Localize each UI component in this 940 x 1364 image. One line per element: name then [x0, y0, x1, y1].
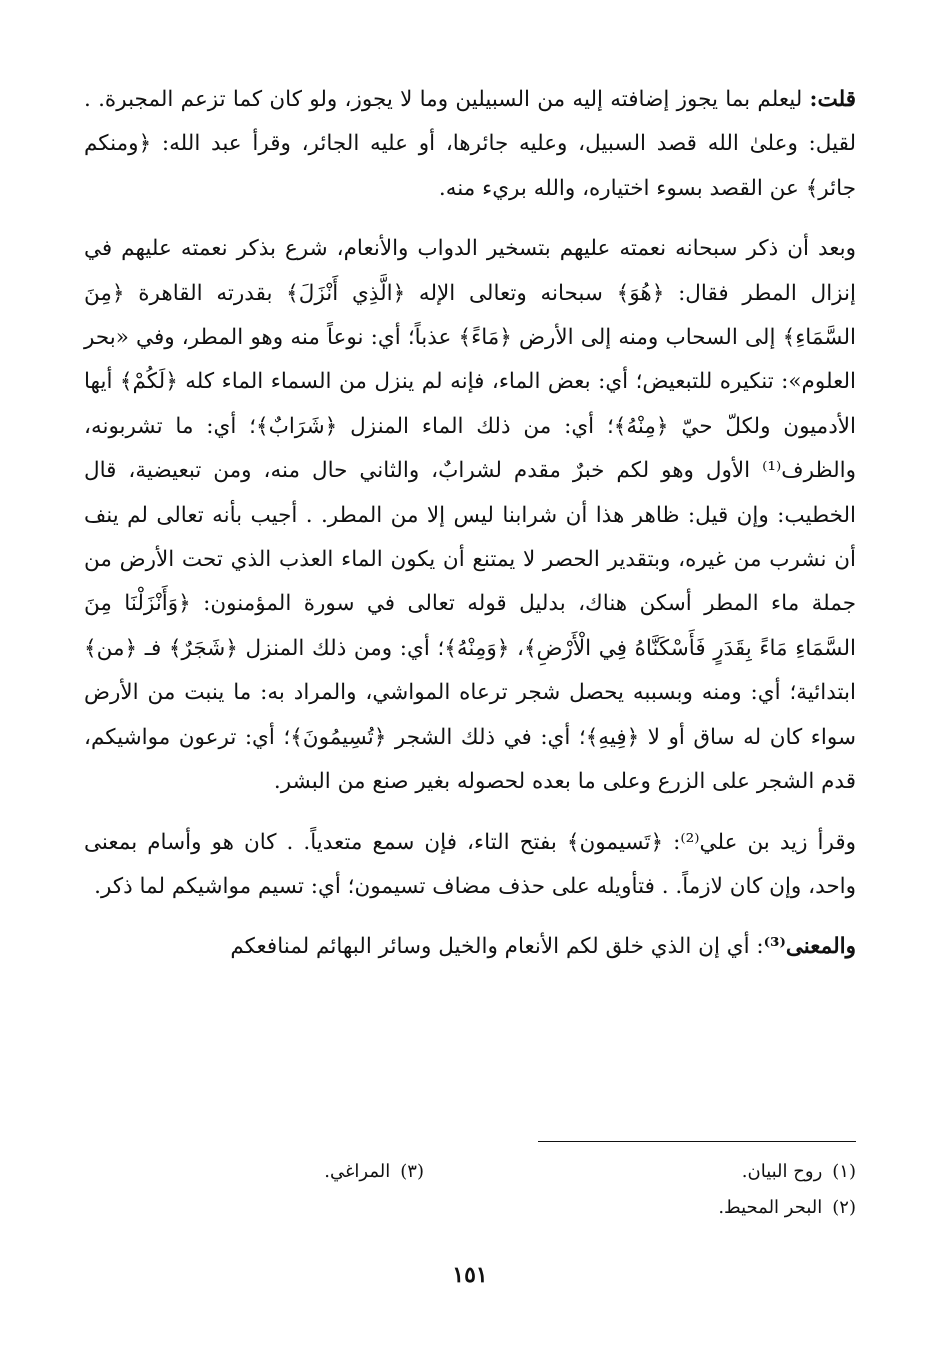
paragraph-1: [84, 78, 856, 211]
footnote-number: (٢): [832, 1197, 856, 1218]
paragraph-lead: والمعنى⁽³⁾: [763, 934, 856, 960]
footnote-text: المراغي.: [324, 1161, 391, 1182]
footnote-row: [84, 1154, 856, 1190]
footnote-3: [324, 1154, 424, 1190]
footnote-number: (١): [832, 1161, 856, 1182]
footnote-row: [84, 1190, 856, 1226]
paragraph-3: [84, 821, 856, 910]
page-number: ١٥١: [452, 1262, 488, 1288]
footnote-1: [742, 1154, 856, 1190]
footnote-separator: [538, 1141, 856, 1142]
paragraph-2: [84, 227, 856, 804]
footnotes: [84, 1154, 856, 1226]
footnote-number: (٣): [400, 1161, 424, 1182]
paragraph-lead: قلت:: [809, 87, 856, 112]
footnote-text: روح البيان.: [741, 1161, 823, 1182]
paragraph-text: ليعلم بما يجوز إضافته إليه من السبيلين وما لا يجوز، ولو كان كما تزعم المجبرة. . لقيل: وعلىٰ الله قصد السبيل، وعليه جائرها، أو عليه الجائر، وقرأ عبد الله: ﴿ومنكم جائر﴾ عن القصد بسوء اختياره، والله بريء منه.: [84, 87, 856, 201]
main-text: [84, 78, 856, 986]
paragraph-text: : أي إن الذي خلق لكم الأنعام والخيل وسائر البهائم لمنافعكم: [230, 934, 764, 960]
footnote-text: البحر المحيط.: [718, 1197, 823, 1218]
paragraph-text: وبعد أن ذكر سبحانه نعمته عليهم بتسخير الدواب والأنعام، شرع بذكر نعمته عليهم في إنزال المطر فقال: ﴿هُوَ﴾ سبحانه وتعالى الإله ﴿الَّذِي أَنْزَلَ﴾ بقدرته القاهرة ﴿مِنَ السَّمَاءِ﴾ إلى السحاب ومنه إلى الأرض ﴿مَاءً﴾ عذباً؛ أي: نوعاً منه وهو المطر، وفي «بحر العلوم»: تنكيره للتبعيض؛ أي: بعض الماء، فإنه لم ينزل من السماء الماء كله ﴿لَكُمْ﴾ أيها الأدميون ولكلّ حيّ ﴿مِنْهُ﴾؛ أي: من ذلك الماء المنزل ﴿شَرَابٌ﴾؛ أي: ما تشربونه، والظرف⁽¹⁾ الأول وهو لكم خبرٌ مقدم لشرابٌ، والثاني حال منه، ومن تبعيضية، قال الخطيب: وإن قيل: ظاهر هذا أن شرابنا ليس إلا من المطر. . أجيب بأنه تعالى لم ينف أن نشرب من غيره، وبتقدير الحصر لا يمتنع أن يكون الماء العذب الذي تحت الأرض من جملة ماء المطر أسكن هناك، بدليل قوله تعالى في سورة المؤمنون: ﴿وَأَنْزَلْنَا مِنَ السَّمَاءِ مَاءً بِقَدَرٍ فَأَسْكَنَّاهُ فِي الْأَرْضِ﴾، ﴿وَمِنْهُ﴾؛ أي: ومن ذلك المنزل ﴿شَجَرٌ﴾ فـ ﴿من﴾ ابتدائية؛ أي: ومنه وبسببه يحصل شجر ترعاه المواشي، والمراد به: ما ينبت من الأرض سواء كان له ساق أو لا ﴿فِيهِ﴾؛ أي: في ذلك الشجر ﴿تُسِيمُونَ﴾؛ أي: ترعون مواشيكم، قدم الشجر على الزرع وعلى ما بعده لحصوله بغير صنع من البشر.: [84, 236, 856, 795]
footnote-2: [718, 1190, 856, 1226]
paragraph-4: [84, 925, 856, 969]
paragraph-text: وقرأ زيد بن علي⁽²⁾: ﴿تَسيمون﴾ بفتح التاء، فإن سمع متعدياً. . كان هو وأسام بمعنى واحد، وإن كان لازماً. . فتأويله على حذف مضاف تسيمون؛ أي: تسيم مواشيكم لما ذكر.: [84, 829, 856, 899]
